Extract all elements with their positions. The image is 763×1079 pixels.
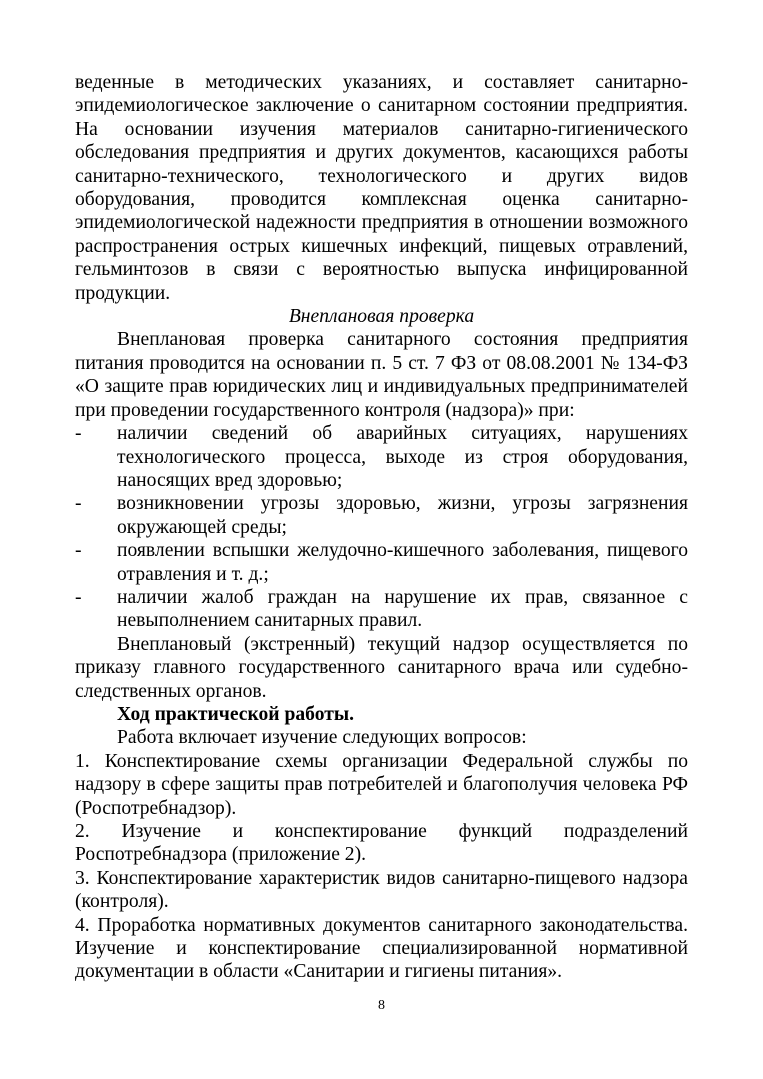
task-item: 3. Конспектирование характеристик видов санитарно-пищевого надзора (контроля). xyxy=(75,867,688,913)
practical-intro: Работа включает изучение следующих вопросов: xyxy=(117,727,527,749)
list-item-text: наличии жалоб граждан на нарушение их прав, связанное с невыполнением санитарных правил. xyxy=(117,586,688,632)
list-item xyxy=(75,422,688,492)
list-item-text: возникновении угрозы здоровью, жизни, угрозы загрязнения окружающей среды; xyxy=(117,493,688,538)
tasks-list xyxy=(75,750,688,984)
page-content xyxy=(75,71,688,984)
list-dash: - xyxy=(75,493,82,515)
conditions-list xyxy=(75,422,688,633)
list-item xyxy=(75,492,688,539)
practical-work-heading: Ход практической работы. xyxy=(117,703,355,725)
list-item-text: наличии сведений об аварийных ситуациях, нарушениях технологического процесса, выходе из строя оборудования, наносящих вред здоровью; xyxy=(117,423,688,491)
task-item: 2. Изучение и конспектирование функций подразделений Роспотребнадзора (приложение 2). xyxy=(75,821,688,866)
list-dash: - xyxy=(75,540,82,562)
list-item xyxy=(75,586,688,633)
task-item: 1. Конспектирование схемы организации Федеральной службы по надзору в сфере защиты прав потребителей и благополучия человека РФ (Роспотребнадзор). xyxy=(75,750,688,819)
page-number: 8 xyxy=(378,998,385,1013)
list-dash: - xyxy=(75,423,82,445)
section-intro-paragraph: Внеплановая проверка санитарного состояния предприятия питания проводится на основании п. 5 ст. 7 ФЗ от 08.08.2001 № 134-ФЗ «О защите прав юридических лиц и индивидуальных предпринимателей при проведении государственного контроля (надзора)» при: xyxy=(75,329,688,421)
list-item-text: появлении вспышки желудочно-кишечного заболевания, пищевого отравления и т. д.; xyxy=(117,540,688,585)
intro-paragraph: веденные в методических указаниях, и составляет санитарно-эпидемиологическое заключение о санитарном состоянии предприятия. На основании изучения материалов санитарно-гигиенического обследования предприятия и других документов, касающихся работы санитарно-технического, технологического и других видов оборудования, проводится комплексная оценка санитарно-эпидемиологической надежности предприятия в отношении возможного распространения острых кишечных инфекций, пищевых отравлений, гельминтозов в связи с вероятностью выпуска инфицированной продукции. xyxy=(75,72,688,304)
emergency-paragraph: Внеплановый (экстренный) текущий надзор осуществляется по приказу главного государственного санитарного врача или судебно-следственных органов. xyxy=(75,633,688,702)
task-item: 4. Проработка нормативных документов санитарного законодательства. Изучение и конспектирование специализированной нормативной документации в области «Санитарии и гигиены питания». xyxy=(75,914,688,983)
list-item xyxy=(75,539,688,586)
section-title: Внеплановая проверка xyxy=(288,306,475,328)
list-dash: - xyxy=(75,586,82,608)
